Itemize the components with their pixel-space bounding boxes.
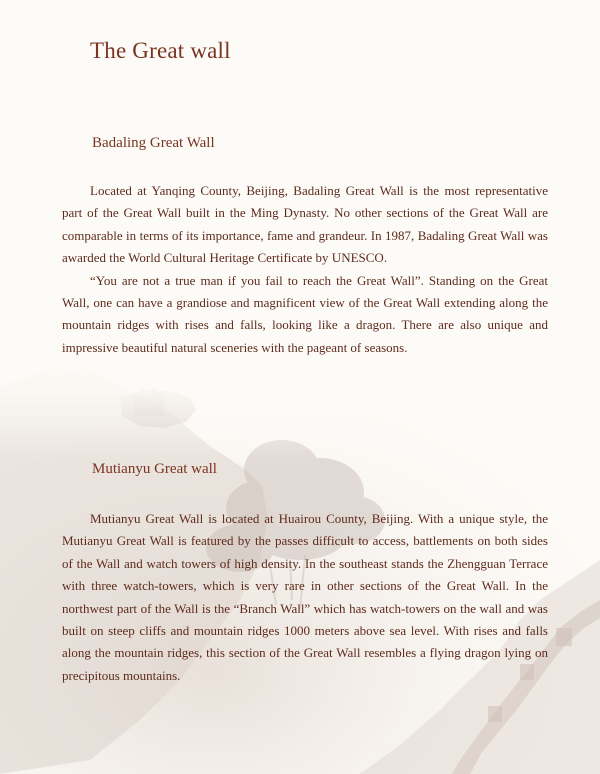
section-heading-badaling: Badaling Great Wall: [92, 135, 215, 151]
section-body-badaling: [62, 180, 548, 359]
section-body-mutianyu: [62, 508, 548, 687]
paragraph: “You are not a true man if you fail to reach the Great Wall”. Standing on the Great Wall, one can have a grandiose and magnificent view of the Great Wall extending along the mountain ridges with rises and falls, looking like a dragon. There are also unique and impressive beautiful natural sceneries with the pageant of seasons.: [62, 272, 548, 355]
paragraph: Located at Yanqing County, Beijing, Badaling Great Wall is the most representative part of the Great Wall built in the Ming Dynasty. No other sections of the Great Wall are comparable in terms of its importance, fame and grandeur. In 1987, Badaling Great Wall was awarded the World Cultural Heritage Certificate by UNESCO.: [62, 183, 548, 266]
page-title: The Great wall: [90, 38, 231, 63]
paragraph: Mutianyu Great Wall is located at Huairou County, Beijing. With a unique style, the Mutianyu Great Wall is featured by the passes difficult to access, battlements on both sides of the Wall and watch towers of high density. In the southeast stands the Zhengguan Terrace with three watch-towers, which is very rare in other sections of the Great Wall. In the northwest part of the Wall is the “Branch Wall” which has watch-towers on the wall and was built on steep cliffs and mountain ridges 1000 meters above sea level. With rises and falls along the mountain ridges, this section of the Great Wall resembles a flying dragon lying on precipitous mountains.: [62, 511, 548, 683]
section-heading-mutianyu: Mutianyu Great wall: [92, 461, 217, 477]
